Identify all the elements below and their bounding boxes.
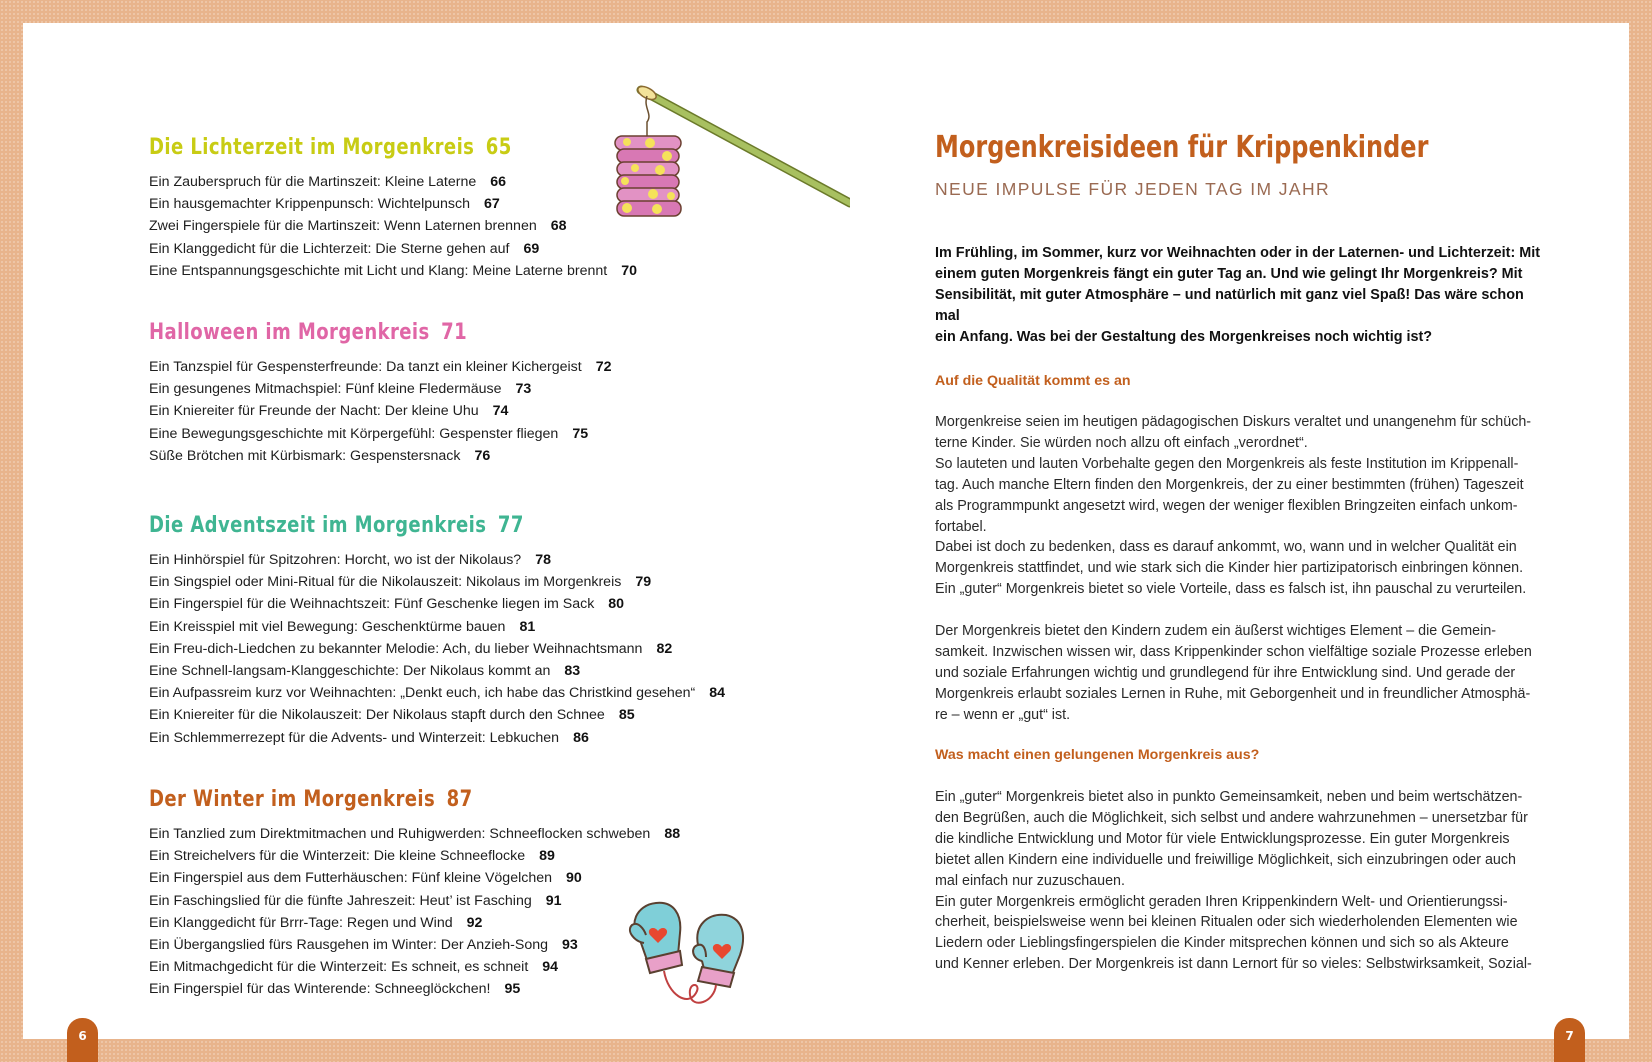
intro-line: einem guten Morgenkreis fängt ein guter Tag an. Und wie gelingt Ihr Morgenkreis? Mit — [935, 266, 1523, 282]
toc-entry-title: Ein Fingerspiel für das Winterende: Schneeglöckchen! — [149, 981, 491, 998]
toc-entry[interactable] — [149, 378, 611, 400]
body-line: fortabel. — [935, 518, 987, 535]
toc-entry-page: 92 — [466, 914, 483, 931]
body-line: Morgenkreis stattfindet, und wie stark sich die Kinder hier partizipatorisch einbringen können. — [935, 560, 1524, 577]
toc-entry-page: 70 — [621, 262, 638, 279]
left-mitten — [630, 903, 682, 973]
lantern-body — [615, 136, 681, 216]
toc-entry[interactable] — [149, 823, 680, 845]
lantern-illustration — [605, 78, 850, 253]
body-line: Morgenkreis erlaubt soziales Lernen in Ruhe, mit Geborgenheit und in freundlicher Atmosphä- — [935, 685, 1531, 702]
body-line: cherheit, beispielsweise wenn bei kleinen Ritualen oder sich wiederholenden Elementen wie — [935, 914, 1518, 931]
section-title: Die Lichterzeit im Morgenkreis — [149, 135, 475, 160]
page-number-right: 7 — [1554, 1018, 1585, 1062]
toc-entry-page: 83 — [564, 663, 581, 680]
toc-entry[interactable] — [149, 215, 637, 237]
toc-entry-title: Ein Übergangslied fürs Rausgehen im Winter: Der Anzieh-Song — [149, 937, 549, 954]
toc-entry[interactable] — [149, 867, 680, 889]
toc-entry-page: 86 — [573, 729, 589, 746]
page-subtitle: NEUE IMPULSE FÜR JEDEN TAG IM JAHR — [935, 179, 1331, 199]
section-page-number: 87 — [446, 787, 473, 812]
toc-entry-title: Ein Kniereiter für Freunde der Nacht: Der kleine Uhu — [149, 403, 479, 420]
intro-paragraph — [935, 243, 1550, 348]
body-paragraph — [935, 621, 1550, 726]
toc-entry[interactable] — [149, 260, 637, 282]
toc-entry-title: Eine Entspannungsgeschichte mit Licht und Klang: Meine Laterne brennt — [149, 262, 608, 279]
toc-entry-page: 95 — [504, 981, 521, 998]
toc-entry-page: 88 — [664, 826, 681, 842]
toc-entry-title: Ein hausgemachter Krippenpunsch: Wichtelpunsch — [149, 196, 470, 213]
section-page-number: 65 — [485, 135, 512, 160]
body-line: Ein „guter“ Morgenkreis bietet so viele Vorteile, dass es falsch ist, ihn pauschal zu verurteilen. — [935, 581, 1527, 598]
toc-entry-title: Eine Bewegungsgeschichte mit Körpergefühl: Gespenster fliegen — [149, 425, 559, 442]
body-line: die kindliche Entwicklung und Motor für viele Entwicklungsprozesse. Ein guter Morgenkreis — [935, 830, 1510, 847]
toc-entry-title: Ein gesungenes Mitmachspiel: Fünf kleine Fledermäuse — [149, 381, 502, 398]
toc-entry[interactable] — [149, 912, 680, 934]
body-line: als Programmpunkt angesetzt wird, wegen der weniger flexiblen Bringzeiten einfach unkom- — [935, 497, 1518, 514]
body-paragraph — [935, 454, 1550, 538]
toc-entry[interactable] — [149, 571, 725, 593]
intro-line: Sensibilität, mit guter Atmosphäre – und natürlich mit ganz viel Spaß! Das wäre schon mal — [935, 287, 1524, 324]
toc-entry[interactable] — [149, 845, 680, 867]
toc-entry[interactable] — [149, 934, 680, 956]
toc-entry-title: Ein Tanzspiel für Gespensterfreunde: Da tanzt ein kleiner Kichergeist — [149, 359, 582, 375]
toc-entry[interactable] — [149, 400, 611, 422]
body-line: tag. Auch manche Eltern finden den Morgenkreis, der zu einer bestimmten (frühen) Tageszeit — [935, 476, 1524, 493]
body-line: samkeit. Inzwischen wissen wir, dass Krippenkinder schon vielfältige soziale Prozesse erleben — [935, 644, 1532, 661]
section-heading-successful: Was macht einen gelungenen Morgenkreis aus? — [935, 747, 1260, 763]
toc-entry[interactable] — [149, 704, 725, 726]
toc-entry[interactable] — [149, 193, 637, 215]
toc-entry-title: Ein Streichelvers für die Winterzeit: Die kleine Schneeflocke — [149, 848, 526, 865]
toc-entry[interactable] — [149, 978, 680, 1000]
toc-list — [149, 823, 680, 1001]
body-line: terne Kinder. Sie würden noch allzu oft einfach „verordnet“. — [935, 434, 1308, 451]
body-line: und Kenner erleben. Der Morgenkreis ist dann Lernort für so vieles: Selbstwirksamkeit, Sozial- — [935, 956, 1532, 973]
body-line: Dabei ist doch zu bedenken, dass es darauf ankommt, wo, wann und in welcher Qualität ein — [935, 539, 1517, 556]
toc-entry-page: 75 — [572, 425, 589, 442]
section-body-quality — [935, 412, 1550, 726]
toc-entry-page: 85 — [618, 707, 635, 724]
toc-entry-page: 72 — [595, 359, 612, 375]
toc-entry-title: Süße Brötchen mit Kürbismark: Gespenstersnack — [149, 447, 461, 464]
book-spread — [23, 23, 1629, 1039]
toc-entry-page: 93 — [562, 937, 578, 954]
toc-entry-title: Ein Kreisspiel mit viel Bewegung: Geschenktürme bauen — [149, 618, 506, 635]
toc-entry-title: Ein Fingerspiel für die Weihnachtszeit: Fünf Geschenke liegen im Sack — [149, 596, 595, 613]
toc-entry[interactable] — [149, 549, 725, 571]
body-paragraph — [935, 412, 1550, 454]
section-body-successful — [935, 787, 1550, 975]
section-heading[interactable] — [149, 511, 621, 541]
toc-entry-title: Ein Aufpassreim kurz vor Weihnachten: „Denkt euch, ich habe das Christkind gesehen“ — [149, 685, 696, 702]
section-heading[interactable] — [149, 318, 528, 348]
toc-entry-title: Ein Zauberspruch für die Martinszeit: Kleine Laterne — [149, 174, 477, 190]
section-title: Der Winter im Morgenkreis — [149, 787, 436, 812]
toc-entry[interactable] — [149, 238, 637, 260]
toc-entry-page: 69 — [523, 240, 540, 257]
toc-entry-page: 78 — [535, 552, 551, 568]
toc-entry-page: 68 — [550, 218, 567, 235]
toc-section-halloween — [149, 318, 611, 467]
toc-entry-title: Ein Tanzlied zum Direktmitmachen und Ruhigwerden: Schneeflocken schweben — [149, 826, 651, 842]
toc-entry[interactable] — [149, 890, 680, 912]
toc-entry-title: Eine Schnell-langsam-Klanggeschichte: Der Nikolaus kommt an — [149, 663, 551, 680]
body-line: Liedern oder Lieblingsfingerspielen die Kinder mitsprechen können und sich so als Akteure — [935, 935, 1509, 952]
toc-entry-page: 82 — [656, 640, 673, 657]
body-line: re – wenn er „gut“ ist. — [935, 706, 1071, 723]
toc-entry-page: 79 — [635, 574, 652, 591]
toc-entry-title: Ein Klanggedicht für die Lichterzeit: Die Sterne gehen auf — [149, 240, 510, 257]
toc-entry[interactable] — [149, 638, 725, 660]
toc-entry[interactable] — [149, 356, 611, 378]
page-title: Morgenkreisideen für Krippenkinder — [935, 130, 1429, 165]
toc-entry-page: 80 — [608, 596, 625, 613]
toc-entry-title: Ein Kniereiter für die Nikolauszeit: Der Nikolaus stapft durch den Schnee — [149, 707, 605, 724]
toc-entry-page: 90 — [566, 870, 582, 887]
toc-entry[interactable] — [149, 593, 725, 615]
intro-line: ein Anfang. Was bei der Gestaltung des Morgenkreises noch wichtig ist? — [935, 329, 1433, 345]
toc-list — [149, 171, 637, 282]
section-heading-quality: Auf die Qualität kommt es an — [935, 373, 1131, 389]
body-line: den Begrüßen, auch die Möglichkeit, sich selbst und andere wahrzunehmen – unersetzbar für — [935, 809, 1528, 826]
body-line: Ein guter Morgenkreis ermöglicht geraden Ihren Krippenkindern Welt- und Orientierungssi- — [935, 893, 1508, 910]
toc-entry-title: Ein Klanggedicht für Brrr-Tage: Regen und Wind — [149, 914, 453, 931]
toc-section-winter — [149, 785, 680, 1001]
toc-entry[interactable] — [149, 423, 611, 445]
toc-entry-page: 81 — [519, 618, 536, 635]
body-paragraph — [935, 537, 1550, 600]
right-mitten — [693, 915, 743, 987]
toc-entry-page: 74 — [492, 403, 509, 420]
toc-entry-title: Ein Singspiel oder Mini-Ritual für die Nikolauszeit: Nikolaus im Morgenkreis — [149, 574, 622, 591]
toc-entry[interactable] — [149, 445, 611, 467]
section-title: Die Adventszeit im Morgenkreis — [149, 513, 487, 538]
toc-list — [149, 356, 611, 467]
toc-list — [149, 549, 725, 749]
toc-entry[interactable] — [149, 171, 637, 193]
page-number-left: 6 — [67, 1018, 98, 1062]
toc-entry-title: Ein Fingerspiel aus dem Futterhäuschen: Fünf kleine Vögelchen — [149, 870, 552, 887]
toc-entry-page: 84 — [709, 685, 726, 702]
toc-section-advent — [149, 511, 725, 749]
body-line: Der Morgenkreis bietet den Kindern zudem ein äußerst wichtiges Element – die Gemein- — [935, 623, 1497, 640]
toc-entry-page: 91 — [545, 892, 562, 909]
body-line: Ein „guter“ Morgenkreis bietet also in punkto Gemeinsamkeit, neben und beim wertschätzen- — [935, 789, 1523, 805]
intro-line: Im Frühling, im Sommer, kurz vor Weihnachten oder in der Laternen- und Lichterzeit: Mit — [935, 245, 1541, 261]
toc-entry-page: 89 — [539, 848, 555, 865]
toc-entry-page: 76 — [474, 447, 491, 464]
mittens-illustration — [618, 885, 778, 1015]
toc-entry[interactable] — [149, 660, 725, 682]
section-title: Halloween im Morgenkreis — [149, 320, 430, 345]
body-line: So lauteten und lauten Vorbehalte gegen den Morgenkreis als feste Institution im Krippenall- — [935, 455, 1519, 472]
toc-entry[interactable] — [149, 616, 725, 638]
toc-entry-page: 67 — [483, 196, 500, 213]
body-line: bietet allen Kindern eine individuelle und freiwillige Möglichkeit, sich einzubringen oder auch — [935, 851, 1516, 868]
toc-entry-title: Ein Hinhörspiel für Spitzohren: Horcht, wo ist der Nikolaus? — [149, 552, 522, 568]
section-heading[interactable] — [149, 785, 584, 815]
toc-entry-page: 94 — [542, 959, 559, 976]
section-page-number: 71 — [441, 320, 468, 345]
body-line: und soziale Erfahrungen wichtig und grundlegend für ihre Entwicklung sind. Und gerade der — [935, 664, 1516, 681]
toc-entry-title: Ein Mitmachgedicht für die Winterzeit: Es schneit, es schneit — [149, 959, 529, 976]
toc-section-lichterzeit — [149, 133, 637, 282]
body-paragraph — [935, 787, 1550, 892]
toc-entry[interactable] — [149, 727, 725, 749]
toc-entry-title: Ein Schlemmerrezept für die Advents- und Winterzeit: Lebkuchen — [149, 729, 560, 746]
section-page-number: 77 — [497, 513, 524, 538]
toc-entry-title: Ein Faschingslied für die fünfte Jahreszeit: Heut’ ist Fasching — [149, 892, 532, 909]
body-line: Morgenkreise seien im heutigen pädagogischen Diskurs veraltet und unangenehm für schüch- — [935, 414, 1532, 430]
toc-entry[interactable] — [149, 956, 680, 978]
toc-entry-page: 73 — [515, 381, 532, 398]
toc-entry[interactable] — [149, 682, 725, 704]
body-paragraph — [935, 892, 1550, 976]
section-heading[interactable] — [149, 133, 549, 163]
toc-entry-title: Zwei Fingerspiele für die Martinszeit: Wenn Laternen brennen — [149, 218, 537, 235]
body-line: mal einfach nur zuzuschauen. — [935, 872, 1125, 889]
toc-entry-page: 66 — [490, 174, 507, 190]
toc-entry-title: Ein Freu-dich-Liedchen zu bekannter Melodie: Ach, du lieber Weihnachtsmann — [149, 640, 643, 657]
